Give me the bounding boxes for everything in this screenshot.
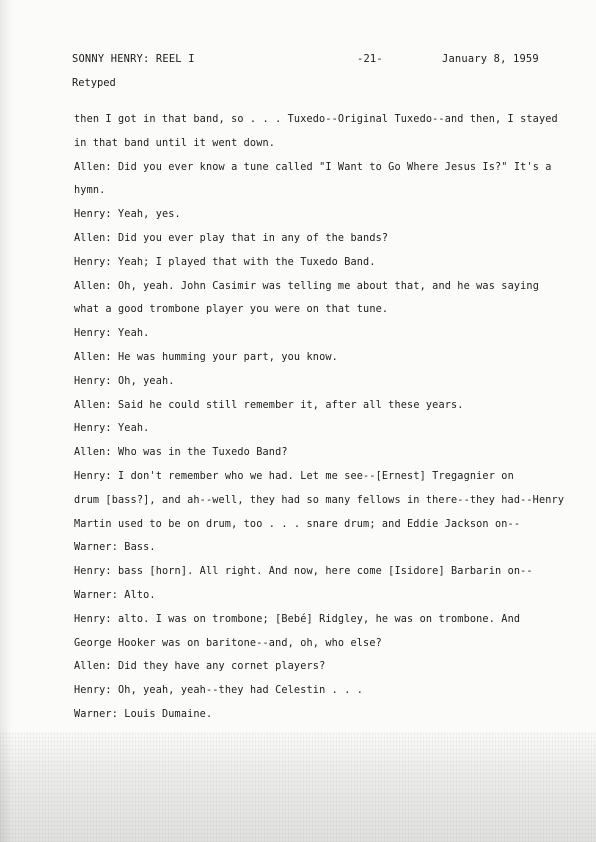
speaker-label: Warner: xyxy=(74,542,118,554)
speaker-label: Henry: xyxy=(74,423,112,435)
line-text: in that band until it went down. xyxy=(74,137,276,149)
line-text: then I got in that band, so . . . Tuxedo--Original Tuxedo--and then, I stayed xyxy=(74,114,558,125)
transcript-body xyxy=(74,113,565,732)
line-text: Oh, yeah. John Casimir was telling me about that, and he was saying xyxy=(118,280,539,292)
transcript-line xyxy=(74,399,548,423)
transcript-line xyxy=(74,256,548,280)
transcript-line xyxy=(74,565,548,589)
speaker-label: Henry: xyxy=(74,375,112,387)
line-text: hymn. xyxy=(74,185,106,197)
transcript-line xyxy=(74,470,548,494)
page-number: -21- xyxy=(357,53,383,65)
line-text: George Hooker was on baritone--and, oh, who else? xyxy=(74,637,382,649)
transcript-line xyxy=(74,303,548,327)
transcript-line xyxy=(74,351,548,375)
line-text: drum [bass?], and ah--well, they had so many fellows in there--they had--Henry xyxy=(74,494,565,506)
line-text: Said he could still remember it, after all these years. xyxy=(118,399,464,411)
header-title: SONNY HENRY: REEL I xyxy=(72,53,195,65)
speaker-label: Allen: xyxy=(74,232,112,244)
transcript-line xyxy=(74,589,548,613)
transcript-line xyxy=(74,232,548,256)
transcript-line xyxy=(74,161,552,185)
speaker-label: Henry: xyxy=(74,613,112,625)
line-text: what a good trombone player you were on that tune. xyxy=(74,304,389,316)
speaker-label: Henry: xyxy=(74,209,112,221)
speaker-label: Allen: xyxy=(74,399,112,411)
transcript-line xyxy=(74,422,548,446)
transcript-line xyxy=(74,518,548,542)
transcript-line xyxy=(74,375,548,399)
line-text: Yeah. xyxy=(118,423,150,435)
line-text: Yeah. xyxy=(118,328,150,340)
transcript-line xyxy=(74,137,548,161)
speaker-label: Allen: xyxy=(74,351,112,363)
speaker-label: Henry: xyxy=(74,328,112,340)
line-text: Yeah; I played that with the Tuxedo Band. xyxy=(118,256,376,268)
line-text: Who was in the Tuxedo Band? xyxy=(118,447,288,459)
line-text: I don't remember who we had. Let me see--[Ernest] Tregagnier on xyxy=(118,470,514,482)
line-text: Bass. xyxy=(124,542,156,554)
line-text: Alto. xyxy=(124,589,156,601)
transcript-line xyxy=(74,684,548,708)
speaker-label: Allen: xyxy=(74,161,112,173)
line-text: alto. I was on trombone; [Bebé] Ridgley, he was on trombone. And xyxy=(118,613,521,625)
speaker-label: Allen: xyxy=(74,661,112,673)
speaker-label: Warner: xyxy=(74,708,118,720)
line-text: Oh, yeah. xyxy=(118,375,175,387)
speaker-label: Allen: xyxy=(74,447,112,459)
transcript-line xyxy=(74,494,565,518)
line-text: Did they have any cornet players? xyxy=(118,661,326,673)
transcript-line xyxy=(74,541,548,565)
transcript-line xyxy=(74,280,548,304)
speaker-label: Henry: xyxy=(74,685,112,697)
retyped-note: Retyped xyxy=(72,77,116,89)
speaker-label: Warner: xyxy=(74,589,118,601)
line-text: Oh, yeah, yeah--they had Celestin . . . xyxy=(118,685,364,697)
line-text: Yeah, yes. xyxy=(118,209,181,221)
header-date: January 8, 1959 xyxy=(442,53,539,65)
speaker-label: Henry: xyxy=(74,256,112,268)
transcript-line xyxy=(74,327,548,351)
line-text: Martin used to be on drum, too . . . snare drum; and Eddie Jackson on-- xyxy=(74,518,521,530)
transcript-line xyxy=(74,184,548,208)
line-text: Did you ever know a tune called "I Want to Go Where Jesus Is?" It's a xyxy=(118,161,552,173)
transcript-line xyxy=(74,113,558,137)
line-text: Did you ever play that in any of the bands? xyxy=(118,232,389,244)
transcript-line xyxy=(74,637,548,661)
transcript-line xyxy=(74,613,548,637)
speaker-label: Henry: xyxy=(74,470,112,482)
transcript-line xyxy=(74,660,548,684)
line-text: bass [horn]. All right. And now, here come [Isidore] Barbarin on-- xyxy=(118,566,533,578)
transcript-line xyxy=(74,708,548,732)
line-text: Louis Dumaine. xyxy=(124,708,213,720)
speaker-label: Henry: xyxy=(74,566,112,578)
transcript-line xyxy=(74,446,548,470)
transcript-line xyxy=(74,208,548,232)
speaker-label: Allen: xyxy=(74,280,112,292)
page-header xyxy=(72,53,542,67)
line-text: He was humming your part, you know. xyxy=(118,351,338,363)
